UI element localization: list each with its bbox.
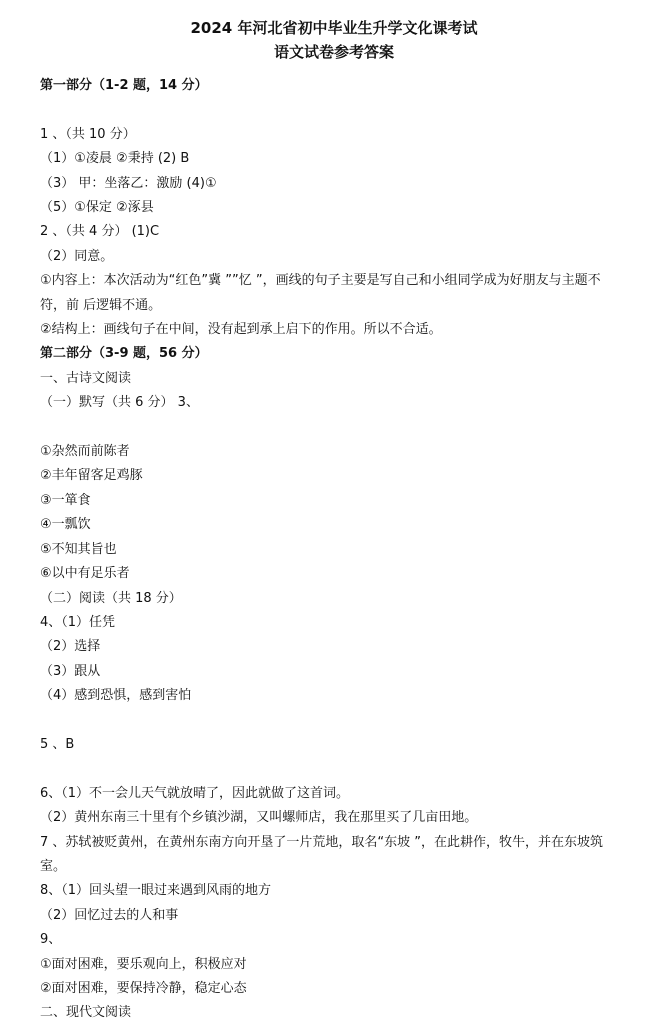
answer-line: （2）同意。 bbox=[40, 248, 114, 264]
answer-line: 二、现代文阅读 bbox=[40, 1005, 132, 1021]
answer-line: （1）①凌晨 ②秉持 (2) B bbox=[40, 151, 190, 167]
answer-line: （3）跟从 bbox=[40, 663, 101, 679]
answer-line: ③一箪食 bbox=[40, 492, 91, 508]
answer-line: ②结构上：画线句子在中间，没有起到承上启下的作用。所以不合适。 bbox=[40, 322, 442, 338]
answer-line: ②面对困难，要保持冷静，稳定心态 bbox=[40, 980, 247, 996]
answer-line: （一）默写（共 6 分） 3、 bbox=[40, 395, 199, 411]
answer-line bbox=[40, 757, 650, 781]
answer-line: ①内容上：本次活动为“红色”冀 ””忆 ”，画线的句子主要是写自己和小组同学成为好朋友与主题不 bbox=[40, 273, 601, 289]
answer-line: 9、 bbox=[40, 932, 62, 948]
answer-line: 8、（1）回头望一眼过来遇到风雨的地方 bbox=[40, 883, 272, 899]
answer-line bbox=[40, 416, 650, 440]
answer-line: 5 、B bbox=[40, 736, 75, 752]
answer-line: （2）选择 bbox=[40, 639, 101, 655]
answer-line: 一、古诗文阅读 bbox=[40, 370, 132, 386]
document-title: 2024 年河北省初中毕业生升学文化课考试 bbox=[190, 19, 478, 37]
answer-line: （5）①保定 ②涿县 bbox=[40, 200, 154, 216]
section-heading: 第一部分（1-2 题，14 分） bbox=[40, 78, 208, 93]
answer-line: 1 、（共 10 分） bbox=[40, 126, 136, 142]
answer-line: ②丰年留客足鸡豚 bbox=[40, 468, 143, 484]
answer-line: 室。 bbox=[40, 858, 67, 874]
answer-line: （二）阅读（共 18 分） bbox=[40, 590, 182, 606]
answer-line: ①杂然而前陈者 bbox=[40, 444, 130, 460]
document-subtitle: 语文试卷参考答案 bbox=[273, 43, 394, 61]
answer-line bbox=[40, 709, 650, 733]
answer-line: 7 、苏轼被贬黄州，在黄州东南方向开垦了一片荒地，取名“东坡 ”，在此耕作，牧牛，并在东坡筑 bbox=[40, 834, 604, 850]
answer-line: ⑤不知其旨也 bbox=[40, 541, 117, 557]
answer-line: （4）感到恐惧，感到害怕 bbox=[40, 688, 192, 704]
answer-line: （2）黄州东南三十里有个乡镇沙湖，又叫螺师店，我在那里买了几亩田地。 bbox=[40, 810, 478, 826]
answer-line: 6、（1）不一会儿天气就放晴了，因此就做了这首词。 bbox=[40, 785, 350, 801]
answer-line: 2 、（共 4 分） (1)C bbox=[40, 224, 160, 240]
answer-line: （3） 甲：坐落乙：激励 (4)① bbox=[40, 175, 217, 191]
answer-line bbox=[40, 98, 650, 122]
section-heading: 第二部分（3-9 题，56 分） bbox=[40, 346, 208, 362]
answer-line: ①面对困难，要乐观向上，积极应对 bbox=[40, 956, 247, 972]
answer-line: 符，前 后逻辑不通。 bbox=[40, 297, 162, 313]
answer-line: ④一瓢饮 bbox=[40, 517, 91, 533]
answer-line: ⑥以中有足乐者 bbox=[40, 566, 130, 582]
answer-body bbox=[40, 74, 650, 1026]
answer-line: 4、（1）任凭 bbox=[40, 614, 116, 630]
answer-line: （2）回忆过去的人和事 bbox=[40, 907, 179, 923]
